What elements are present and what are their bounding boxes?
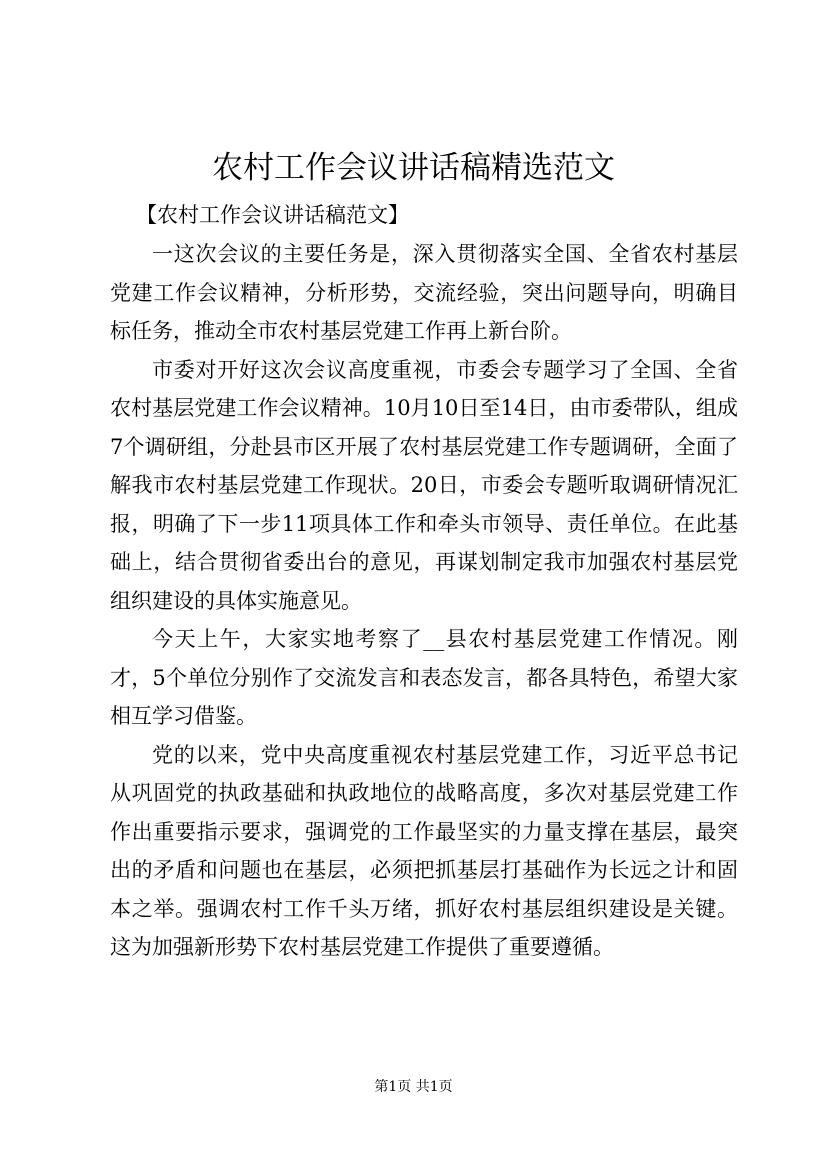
page-footer: 第1页 共1页: [374, 1079, 453, 1095]
document-title: 农村工作会议讲话稿精选范文: [212, 150, 615, 186]
paragraph-1: 一这次会议的主要任务是，深入贯彻落实全国、全省农村基层党建工作会议精神，分析形势，交流经验，突出问题导向，明确目标任务，推动全市农村基层党建工作再上新台阶。: [110, 242, 738, 343]
paragraph-3: 今天上午，大家实地考察了__县农村基层党建工作情况。刚才，5个单位分别作了交流发言和表态发言，都各具特色，希望大家相互学习借鉴。: [110, 627, 738, 728]
paragraph-2: 市委对开好这次会议高度重视，市委会专题学习了全国、全省农村基层党建工作会议精神。10月10日至14日，由市委带队，组成7个调研组，分赴县市区开展了农村基层党建工作专题调研，全面了解我市农村基层党建工作现状。20日，市委会专题听取调研情况汇报，明确了下一步11项具体工作和牵头市领导、责任单位。在此基础上，结合贯彻省委出台的意见，再谋划制定我市加强农村基层党组织建设的具体实施意见。: [110, 357, 738, 613]
paragraph-4: 党的以来，党中央高度重视农村基层党建工作，习近平总书记从巩固党的执政基础和执政地位的战略高度，多次对基层党建工作作出重要指示要求，强调党的工作最坚实的力量支撑在基层，最突出的矛盾和问题也在基层，必须把抓基层打基础作为长远之计和固本之举。强调农村工作千头万绪，抓好农村基层组织建设是关键。这为加强新形势下农村基层党建工作提供了重要遵循。: [110, 742, 738, 959]
document-subheading: 【农村工作会议讲话稿范文】: [136, 203, 409, 227]
document-body: [110, 235, 738, 967]
